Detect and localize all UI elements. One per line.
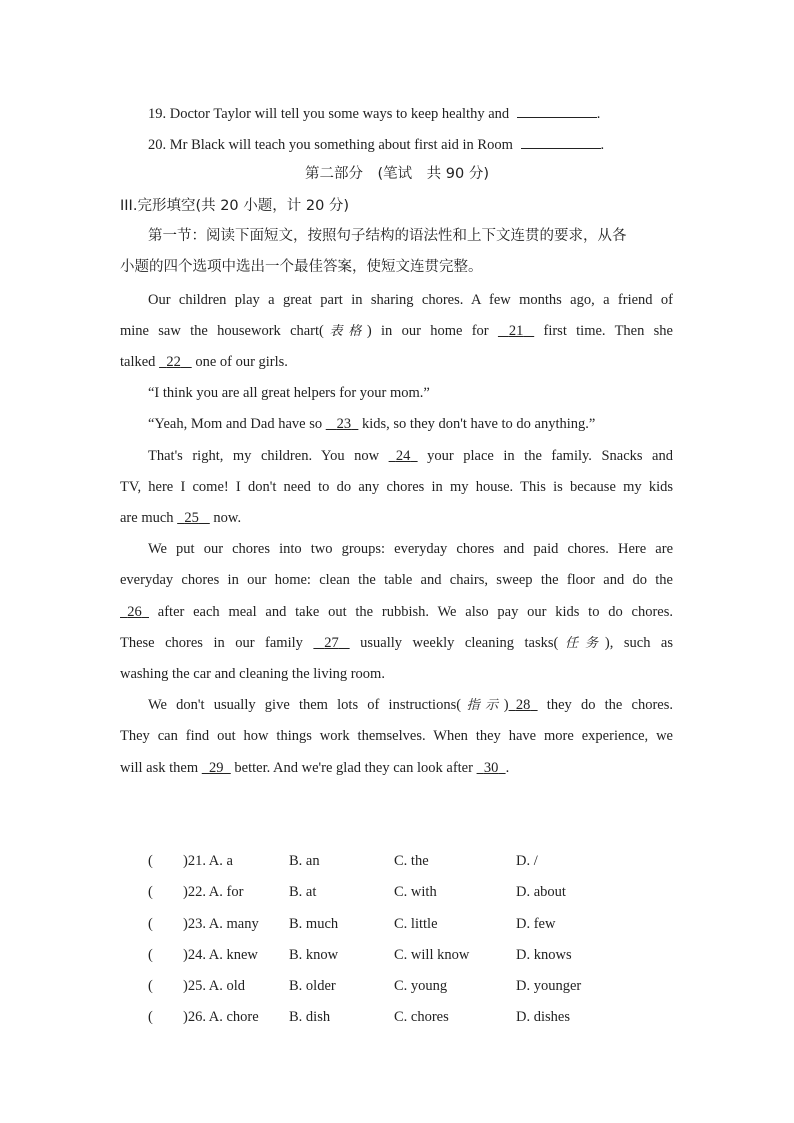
option-a[interactable]: )22. A. for <box>183 884 244 900</box>
option-a[interactable]: )21. A. a <box>183 853 233 869</box>
option-b[interactable]: B. an <box>289 853 320 869</box>
section-heading: III.完形填空(共 20 小题，计 20 分) <box>120 198 350 214</box>
question-row-23 <box>148 914 668 934</box>
cloze-blank-26[interactable]: 26 <box>127 604 142 620</box>
passage-p1-line-1: Our children play a great part in sharing chores. A few months ago, a friend of <box>148 292 673 308</box>
passage-p2: “I think you are all great helpers for your mom.” <box>148 385 430 401</box>
cloze-blank-21[interactable]: 21 <box>508 323 524 339</box>
cloze-blank-27[interactable]: 27 <box>324 635 339 651</box>
question-row-26 <box>148 1007 668 1027</box>
cloze-blank-22[interactable]: 22 <box>166 354 181 370</box>
passage-p5-line-5: washing the car and cleaning the living room. <box>120 666 385 682</box>
gloss-instructions: 指示 <box>461 698 504 713</box>
passage-p1-line-3: talked 22 one of our girls. <box>120 354 288 370</box>
option-d[interactable]: D. few <box>516 916 556 932</box>
option-a[interactable]: )25. A. old <box>183 978 246 994</box>
option-d[interactable]: D. younger <box>516 978 582 994</box>
cloze-blank-29[interactable]: 29 <box>209 760 224 776</box>
option-d[interactable]: D. about <box>516 884 566 900</box>
passage-p5-line-1: We put our chores into two groups: everyday chores and paid chores. Here are <box>148 541 673 557</box>
cloze-blank-23[interactable]: 23 <box>336 416 352 432</box>
option-b[interactable]: B. at <box>289 884 317 900</box>
part-heading: 第二部分 (笔试 共 90 分) <box>305 166 489 182</box>
answer-paren[interactable]: ( <box>148 978 153 994</box>
question-19: 19. Doctor Taylor will tell you some ways to keep healthy and . <box>148 102 600 124</box>
passage-p6-line-1: We don't usually give them lots of instructions(指示) 28 they do the chores. <box>148 697 674 713</box>
option-a[interactable]: )23. A. many <box>183 916 259 932</box>
cloze-blank-30[interactable]: 30 <box>483 760 499 776</box>
option-c[interactable]: C. chores <box>394 1009 449 1025</box>
passage-p6-line-3: will ask them 29 better. And we're glad they can look after 30 . <box>120 760 510 776</box>
passage-p1-line-2: mine saw the housework chart(表格) in our home for 21 first time. Then she <box>120 323 673 339</box>
option-d[interactable]: D. knows <box>516 947 572 963</box>
option-c[interactable]: C. will know <box>394 947 470 963</box>
answer-paren[interactable]: ( <box>148 884 153 900</box>
option-c[interactable]: C. with <box>394 884 437 900</box>
answer-paren[interactable]: ( <box>148 853 153 869</box>
option-c[interactable]: C. little <box>394 916 438 932</box>
gloss-tasks: 任务 <box>558 636 605 651</box>
answer-blank-20[interactable] <box>521 133 601 149</box>
passage-p4-line-1: That's right, my children. You now 24 your place in the family. Snacks and <box>148 448 673 464</box>
passage-p4-line-2: TV, here I come! I don't need to do any chores in my house. This is because my kids <box>120 479 673 495</box>
gloss-chart: 表格 <box>323 324 367 339</box>
cloze-blank-25[interactable]: 25 <box>184 510 199 526</box>
option-d[interactable]: D. dishes <box>516 1009 570 1025</box>
answer-blank-19[interactable] <box>517 102 597 118</box>
passage-p5-line-2: everyday chores in our home: clean the table and chairs, sweep the floor and do the <box>120 572 673 588</box>
question-19-text: 19. Doctor Taylor will tell you some ways to keep healthy and <box>148 106 510 122</box>
question-row-25 <box>148 976 668 996</box>
passage-p6-line-2: They can find out how things work themselves. When they have more experience, we <box>120 728 673 744</box>
option-b[interactable]: B. older <box>289 978 336 994</box>
question-20: 20. Mr Black will teach you something about first aid in Room . <box>148 133 604 155</box>
question-row-22 <box>148 882 668 902</box>
option-c[interactable]: C. young <box>394 978 448 994</box>
option-a[interactable]: )24. A. knew <box>183 947 258 963</box>
passage-p5-line-4: These chores in our family 27 usually weekly cleaning tasks(任务), such as <box>120 635 674 651</box>
cloze-blank-24[interactable]: 24 <box>395 448 411 464</box>
passage-p3: “Yeah, Mom and Dad have so 23 kids, so they don't have to do anything.” <box>148 416 596 432</box>
option-b[interactable]: B. dish <box>289 1009 331 1025</box>
answer-paren[interactable]: ( <box>148 1009 153 1025</box>
option-b[interactable]: B. much <box>289 916 339 932</box>
instruction-line-2: 小题的四个选项中选出一个最佳答案，使短文连贯完整。 <box>120 259 483 275</box>
instruction-line-1: 第一节：阅读下面短文，按照句子结构的语法性和上下文连贯的要求，从各 <box>148 228 627 244</box>
option-b[interactable]: B. know <box>289 947 339 963</box>
question-20-text: 20. Mr Black will teach you something about first aid in Room <box>148 137 513 153</box>
option-c[interactable]: C. the <box>394 853 429 869</box>
answer-paren[interactable]: ( <box>148 916 153 932</box>
passage-p5-line-3: 26 after each meal and take out the rubbish. We also pay our kids to do chores. <box>120 602 673 622</box>
answer-paren[interactable]: ( <box>148 947 153 963</box>
option-d[interactable]: D. / <box>516 853 538 869</box>
passage-p4-line-3: are much 25 now. <box>120 510 242 526</box>
cloze-blank-28[interactable]: 28 <box>515 697 531 713</box>
question-row-21 <box>148 851 668 871</box>
option-a[interactable]: )26. A. chore <box>183 1009 259 1025</box>
question-row-24 <box>148 945 668 965</box>
